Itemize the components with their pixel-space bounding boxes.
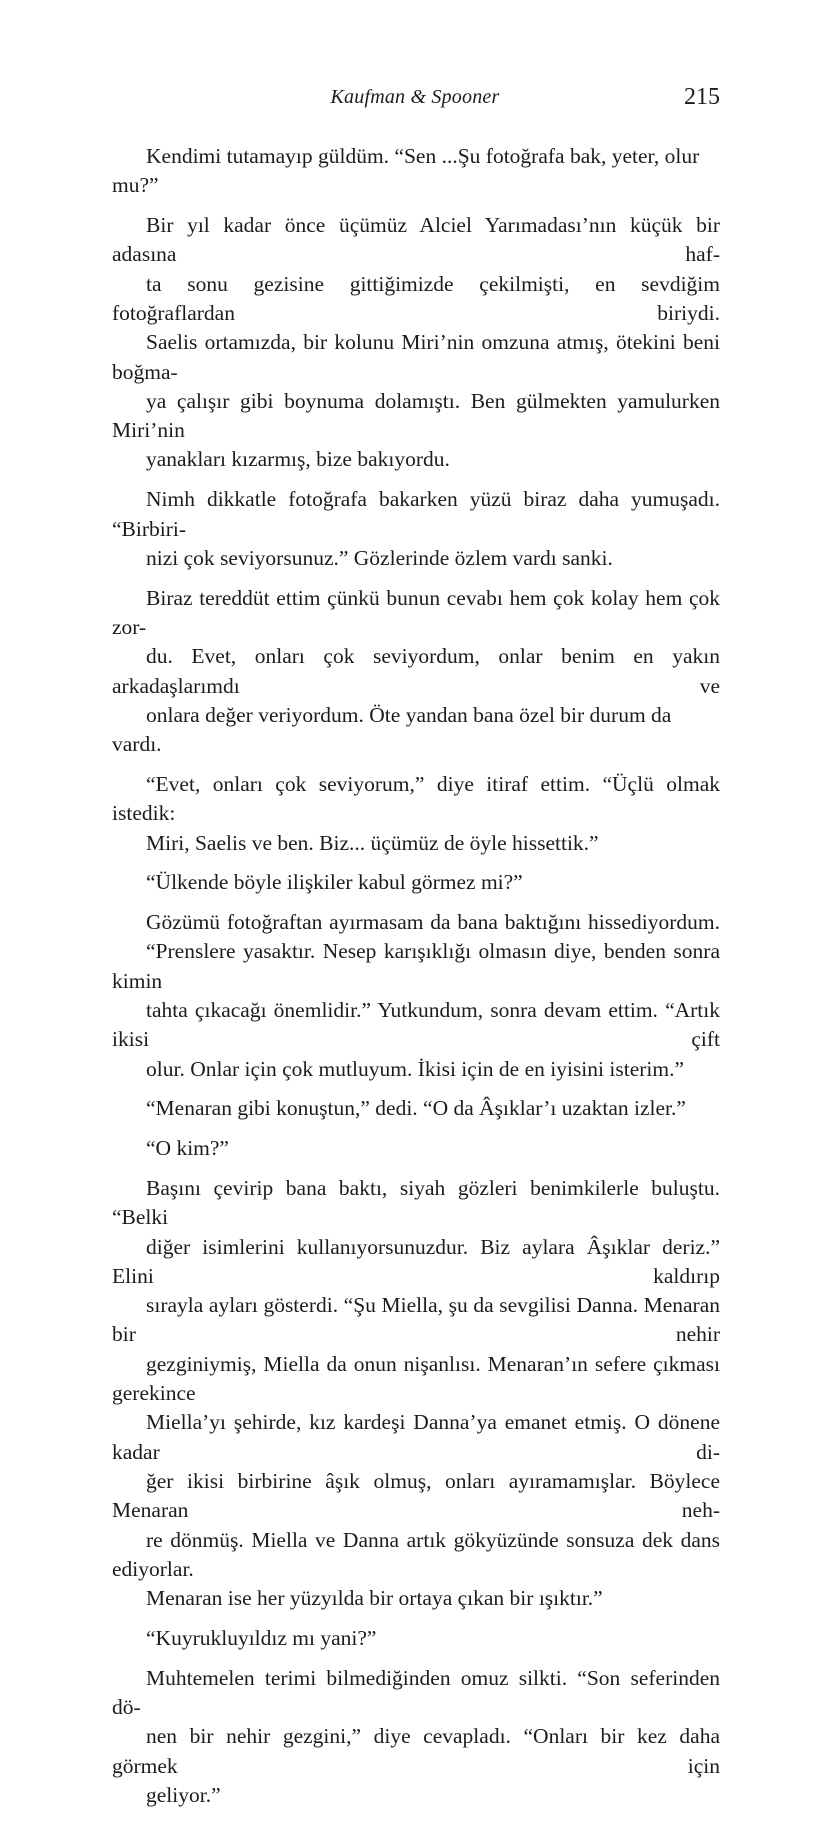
paragraph	[112, 211, 720, 475]
text-line: Gözümü fotoğraftan ayırmasam da bana baktığını hissediyordum.	[146, 910, 720, 935]
paragraph	[112, 1664, 720, 1810]
text-line: re dönmüş. Miella ve Danna artık gökyüzünde sonsuza dek dans ediyorlar.	[112, 1527, 720, 1581]
paragraph	[112, 1094, 720, 1123]
text-line: gezginiymiş, Miella da onun nişanlısı. Menaran’ın sefere çıkması gerekince	[112, 1351, 720, 1406]
text-line: geliyor.”	[146, 1782, 221, 1807]
paragraph	[112, 908, 720, 1084]
paragraph	[112, 584, 720, 760]
text-line: “Ülkende böyle ilişkiler kabul görmez mi?”	[146, 870, 523, 895]
text-line: “Kuyrukluyıldız mı yani?”	[146, 1625, 377, 1650]
text-line: ta sonu gezisine gittiğimizde çekilmişti, en sevdiğim fotoğraflardan biriydi.	[112, 271, 720, 325]
text-line: ğer ikisi birbirine âşık olmuş, onları ayıramamışlar. Böylece Menaran neh-	[112, 1468, 720, 1523]
text-line: sırayla ayları gösterdi. “Şu Miella, şu da sevgilisi Danna. Menaran bir nehir	[112, 1293, 720, 1347]
text-line: Muhtemelen terimi bilmediğinden omuz silkti. “Son seferinden dö-	[112, 1665, 720, 1720]
text-line: “Menaran gibi konuştun,” dedi. “O da Âşıklar’ı uzaktan izler.”	[146, 1096, 686, 1121]
text-line: tahta çıkacağı önemlidir.” Yutkundum, sonra devam ettim. “Artık ikisi çift	[112, 998, 720, 1052]
text-line: olur. Onlar için çok mutluyum. İkisi için de en iyisini isterim.”	[146, 1056, 685, 1081]
text-line: Bir yıl kadar önce üçümüz Alciel Yarımadası’nın küçük bir adasına haf-	[112, 213, 720, 267]
text-line: Kendimi tutamayıp güldüm. “Sen ...Şu fotoğrafa bak, yeter, olur mu?”	[112, 144, 700, 198]
text-line: Miella’yı şehirde, kız kardeşi Danna’ya emanet etmiş. O dönene kadar di-	[112, 1410, 720, 1464]
text-line: Menaran ise her yüzyılda bir ortaya çıkan bir ışıktır.”	[146, 1586, 603, 1611]
text-line: Biraz tereddüt ettim çünkü bunun cevabı hem çok kolay hem çok zor-	[112, 585, 720, 639]
text-line: “Prenslere yasaktır. Nesep karışıklığı olmasın diye, benden sonra kimin	[112, 939, 720, 993]
body-text	[112, 142, 720, 1821]
text-line: yanakları kızarmış, bize bakıyordu.	[146, 447, 450, 472]
text-line: Saelis ortamızda, bir kolunu Miri’nin omzuna atmış, ötekini beni boğma-	[112, 330, 720, 384]
paragraph	[112, 1624, 720, 1653]
text-line: nizi çok seviyorsunuz.” Gözlerinde özlem vardı sanki.	[146, 545, 613, 570]
paragraph	[112, 142, 720, 201]
text-line: nen bir nehir gezgini,” diye cevapladı. “Onları bir kez daha görmek için	[112, 1724, 720, 1778]
text-line: Miri, Saelis ve ben. Biz... üçümüz de öyle hissettik.”	[146, 830, 599, 855]
paragraph	[112, 770, 720, 858]
paragraph	[112, 868, 720, 897]
text-line: diğer isimlerini kullanıyorsunuzdur. Biz aylara Âşıklar deriz.” Elini kaldırıp	[112, 1234, 720, 1288]
text-line: “Evet, onları çok seviyorum,” diye itiraf ettim. “Üçlü olmak istedik:	[112, 771, 720, 826]
text-line: du. Evet, onları çok seviyordum, onlar benim en yakın arkadaşlarımdı ve	[112, 644, 720, 698]
text-line: ya çalışır gibi boynuma dolamıştı. Ben gülmekten yamulurken Miri’nin	[112, 388, 720, 443]
text-line: onlara değer veriyordum. Öte yandan bana özel bir durum da vardı.	[112, 702, 672, 757]
text-line: “O kim?”	[146, 1136, 229, 1161]
text-line: Başını çevirip bana baktı, siyah gözleri benimkilerle buluştu. “Belki	[112, 1176, 720, 1230]
paragraph	[112, 1134, 720, 1163]
running-header	[110, 86, 720, 120]
text-line: Nimh dikkatle fotoğrafa bakarken yüzü biraz daha yumuşadı. “Birbiri-	[112, 487, 720, 541]
paragraph	[112, 1174, 720, 1613]
paragraph	[112, 485, 720, 573]
running-title: Kaufman & Spooner	[330, 86, 500, 108]
page-number: 215	[684, 84, 720, 110]
